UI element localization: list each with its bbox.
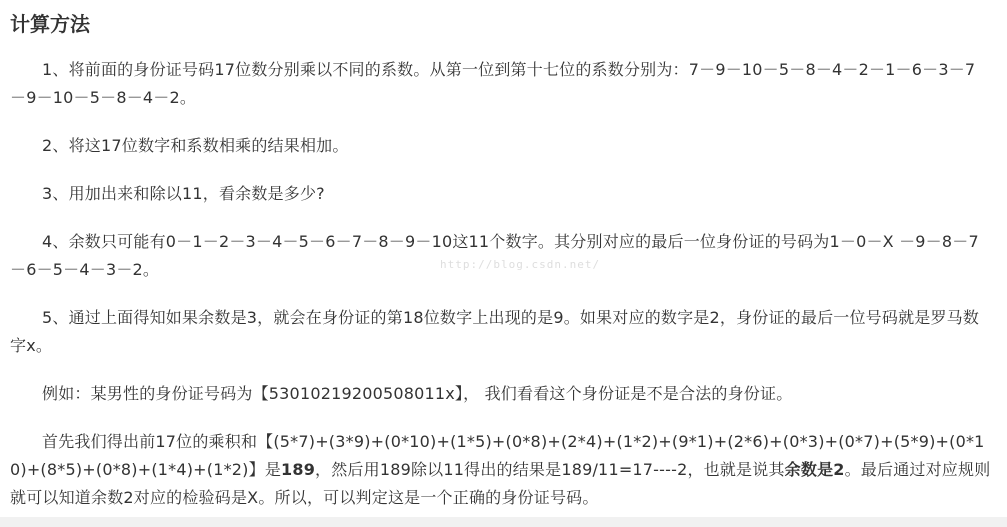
paragraph-example-intro: 例如：某男性的身份证号码为【53010219200508011x】， 我们看看这个身份证是不是合法的身份证。 — [42, 384, 793, 403]
paragraph-step-3: 3、用加出来和除以11，看余数是多少? — [42, 184, 325, 203]
page-bottom-strip — [0, 517, 1007, 527]
paragraph-step-5: 5、通过上面得知如果余数是3，就会在身份证的第18位数字上出现的是9。如果对应的数字是2，身份证的最后一位号码就是罗马数字x。 — [10, 308, 980, 355]
paragraph-step-4: 4、余数只可能有0－1－2－3－4－5－6－7－8－9－10这11个数字。其分别对应的最后一位身份证的号码为1－0－X －9－8－7－6－5－4－3－2。 — [10, 232, 979, 279]
paragraph-step-1: 1、将前面的身份证号码17位数分别乘以不同的系数。从第一位到第十七位的系数分别为：7－9－10－5－8－4－2－1－6－3－7－9－10－5－8－4－2。 — [10, 60, 976, 107]
csdn-watermark: http://blog.csdn.net/ — [440, 258, 601, 271]
paragraph-step-2: 2、将这17位数字和系数相乘的结果相加。 — [42, 136, 349, 155]
calc-bold-sum: 189 — [281, 460, 316, 479]
page-title: 计算方法 — [10, 12, 90, 36]
paragraph-example-calculation — [10, 428, 991, 512]
calc-bold-remainder: 余数是2 — [784, 460, 845, 479]
calc-text-part1: 首先我们得出前17位的乘积和【(5*7)+(3*9)+(0*10)+(1*5)+(0*8)+(2*4)+(1*2)+(9*1)+(2*6)+(0*3)+(0*7)+(5*9)+(0*10)+(8*5)+(0*8)+(1*4)+(1*2)】是 — [10, 432, 985, 479]
calc-text-part2: ，然后用189除以11得出的结果是189/11=17----2，也就是说其 — [315, 460, 785, 479]
calc-text-part3: 。最后通过对应规则就可以知道余数2对应的检验码是X。所以，可以判定这是一个正确的身份证号码。 — [10, 460, 991, 507]
